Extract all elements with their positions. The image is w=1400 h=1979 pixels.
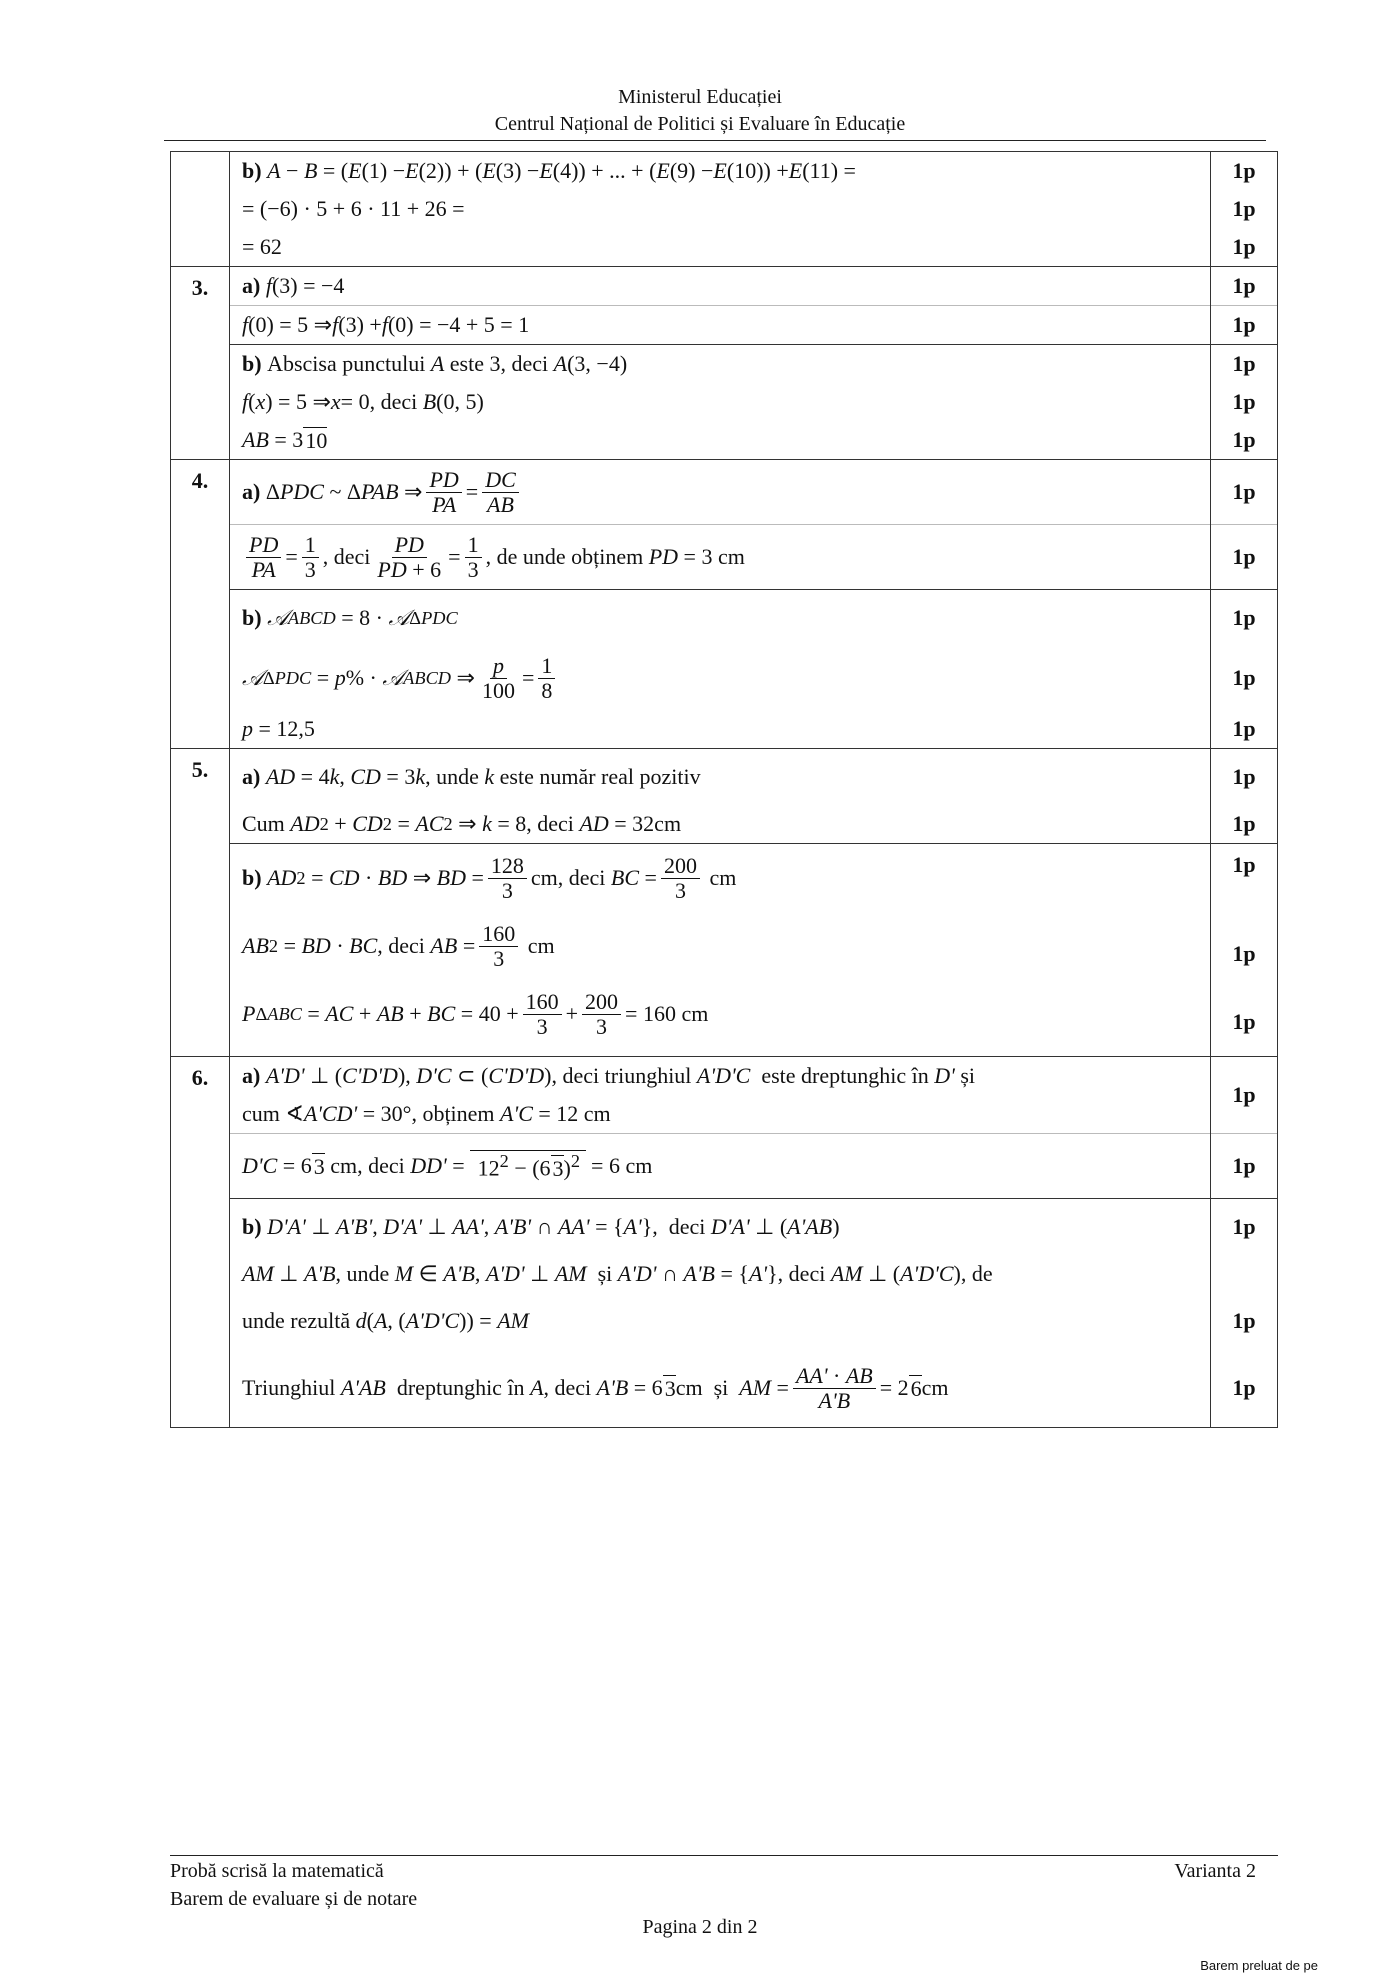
solution-line: Cum AD 2 + CD 2 = AC 2 ⇒ k = 8, deci AD = 32cm bbox=[242, 811, 682, 836]
points: 1p bbox=[1232, 1308, 1256, 1333]
points-cell bbox=[1211, 460, 1278, 590]
source-note: Barem preluat de pe bbox=[1200, 1958, 1318, 1973]
solution-line: f (0) = 5 ⇒ f (3) + f (0) = −4 + 5 = 1 bbox=[230, 305, 1210, 344]
solution-line: D'C = 6 3 cm, deci DD' = $12^2 - (63)^2$ = 6 cm bbox=[230, 1133, 1210, 1198]
solution-line: 𝒜 ΔPDC = p % · 𝒜 ABCD ⇒ $\frac{p}{100}$ = $\frac{1}{8}$ bbox=[230, 646, 1210, 710]
page-number: Pagina 2 din 2 bbox=[642, 1916, 758, 1938]
table-row bbox=[171, 749, 1278, 844]
solution-line: $\frac{PD}{PA}$ = $\frac{1}{3}$ , deci $\frac{PD}{PD + 6}$ = $\frac{1}{3}$ , de unde obținem PD = 3 cm bbox=[230, 524, 1210, 589]
points: 1p bbox=[1232, 1082, 1256, 1107]
table-row bbox=[171, 844, 1278, 1057]
points-cell bbox=[1211, 1057, 1278, 1199]
footer-exam-name: Probă scrisă la matematică bbox=[170, 1860, 384, 1882]
solution-line: cum ∢ A'CD' = 30°, obținem A'C = 12 cm bbox=[242, 1101, 611, 1126]
points: 1p bbox=[1232, 273, 1256, 298]
solution-cell bbox=[230, 267, 1211, 345]
points-cell bbox=[1211, 1199, 1278, 1428]
points: 1p bbox=[1232, 158, 1256, 183]
solution-cell bbox=[230, 460, 1211, 590]
points: 1p bbox=[1232, 605, 1256, 630]
points: 1p bbox=[1232, 1214, 1256, 1239]
points: 1p bbox=[1211, 305, 1277, 344]
solution-line: p = 12,5 bbox=[242, 716, 315, 741]
solution-line: AM ⊥ A'B , unde M ∈ A'B , A'D' ⊥ AM și A'D' ∩ A'B = { A' }, deci AM ⊥ ( A'D'C ), de bbox=[242, 1261, 993, 1286]
table-row bbox=[171, 460, 1278, 590]
solution-cell bbox=[230, 590, 1211, 749]
solution-cell bbox=[230, 345, 1211, 460]
points: 1p bbox=[1211, 1133, 1277, 1198]
solution-line: Triunghiul A'AB dreptunghic în A , deci A'B = 6 3 cm și AM = $\frac{AA' \cdot AB}{A'B}$ = 2 6 cm bbox=[242, 1363, 949, 1413]
table-row bbox=[171, 267, 1278, 345]
footer-divider bbox=[170, 1855, 1278, 1856]
footer-doc-type: Barem de evaluare și de notare bbox=[170, 1888, 418, 1910]
scoring-table bbox=[170, 151, 1278, 1428]
points: 1p bbox=[1232, 1375, 1256, 1400]
solution-line: = (−6) · 5 + 6 · 11 + 26 = bbox=[242, 196, 465, 221]
solution-line: b) A − B = ( E (1) − E (2)) + ( E (3) − E (4)) + ... + ( E (9) − E (10)) + E (11) = bbox=[242, 158, 856, 183]
solution-cell bbox=[230, 844, 1211, 1057]
points-cell bbox=[1211, 345, 1278, 460]
points: 1p bbox=[1232, 351, 1256, 376]
solution-cell bbox=[230, 152, 1211, 267]
header-divider bbox=[164, 140, 1266, 141]
solution-line: b) AD 2 = CD · BD ⇒ BD = $\frac{128}{3}$ cm, deci BC = $\frac{200}{3}$ cm bbox=[242, 853, 737, 903]
points-cell bbox=[1211, 590, 1278, 749]
item-number: 5. bbox=[171, 749, 230, 1057]
solution-line: unde rezultă d ( A , ( A'D'C )) = AM bbox=[242, 1308, 529, 1333]
points: 1p bbox=[1232, 811, 1256, 836]
solution-line: b) D'A' ⊥ A'B' , D'A' ⊥ AA' , A'B' ∩ AA' = { A' }, deci D'A' ⊥ ( A'AB ) bbox=[242, 1214, 840, 1239]
solution-line: AB 2 = BD · BC , deci AB = $\frac{160}{3}$ cm bbox=[242, 921, 555, 971]
table-row bbox=[171, 1199, 1278, 1428]
solution-line: a) Δ PDC ~ Δ PAB ⇒ $\frac{PD}{PA}$ = $\frac{DC}{AB}$ bbox=[230, 460, 1210, 524]
table-row bbox=[171, 345, 1278, 460]
item-number: 6. bbox=[171, 1057, 230, 1428]
solution-cell bbox=[230, 749, 1211, 844]
item-number: 3. bbox=[171, 267, 230, 460]
item-number: 4. bbox=[171, 460, 230, 749]
solution-line: P ΔABC = AC + AB + BC = 40 + $\frac{160}{3}$ + $\frac{200}{3}$ = 160 cm bbox=[242, 989, 709, 1039]
solution-line: f ( x ) = 5 ⇒ x = 0, deci B (0, 5) bbox=[242, 389, 484, 414]
points: 1p bbox=[1232, 941, 1256, 966]
points: 1p bbox=[1232, 716, 1256, 741]
points-cell bbox=[1211, 844, 1278, 1057]
solution-line: b) 𝒜 ABCD = 8 · 𝒜 ΔPDC bbox=[242, 605, 458, 630]
solution-line: AB = 3 10 bbox=[242, 427, 328, 453]
points: 1p bbox=[1232, 389, 1256, 414]
item-number bbox=[171, 152, 230, 267]
table-row bbox=[171, 152, 1278, 267]
solution-line: b) Abscisa punctului A este 3, deci A (3, −4) bbox=[242, 351, 628, 376]
points-cell bbox=[1211, 749, 1278, 844]
solution-cell bbox=[230, 1199, 1211, 1428]
header-ministry: Ministerul Educației bbox=[618, 86, 782, 108]
points: 1p bbox=[1232, 479, 1256, 504]
points-cell bbox=[1211, 267, 1278, 345]
points: 1p bbox=[1232, 234, 1256, 259]
footer-variant: Varianta 2 bbox=[1174, 1860, 1256, 1882]
points: 1p bbox=[1232, 196, 1256, 221]
solution-line: = 62 bbox=[242, 234, 282, 259]
points: 1p bbox=[1232, 852, 1256, 877]
points: 1p bbox=[1211, 524, 1277, 589]
points: 1p bbox=[1232, 427, 1256, 452]
points: 1p bbox=[1232, 764, 1256, 789]
points: 1p bbox=[1232, 665, 1256, 690]
header-center: Centrul Național de Politici și Evaluare în Educație bbox=[494, 113, 906, 135]
table-row bbox=[171, 590, 1278, 749]
points-cell bbox=[1211, 152, 1278, 267]
points-spacer bbox=[1211, 1255, 1277, 1293]
points: 1p bbox=[1232, 1009, 1256, 1034]
solution-line: a) f (3) = −4 bbox=[242, 273, 345, 298]
table-row bbox=[171, 1057, 1278, 1199]
solution-line: a) AD = 4 k , CD = 3 k , unde k este număr real pozitiv bbox=[242, 764, 701, 789]
solution-line: a) A'D' ⊥ ( C'D'D ), D'C ⊂ ( C'D'D ), deci triunghiul A'D'C este dreptunghic în D' și bbox=[242, 1063, 976, 1088]
solution-cell bbox=[230, 1057, 1211, 1199]
